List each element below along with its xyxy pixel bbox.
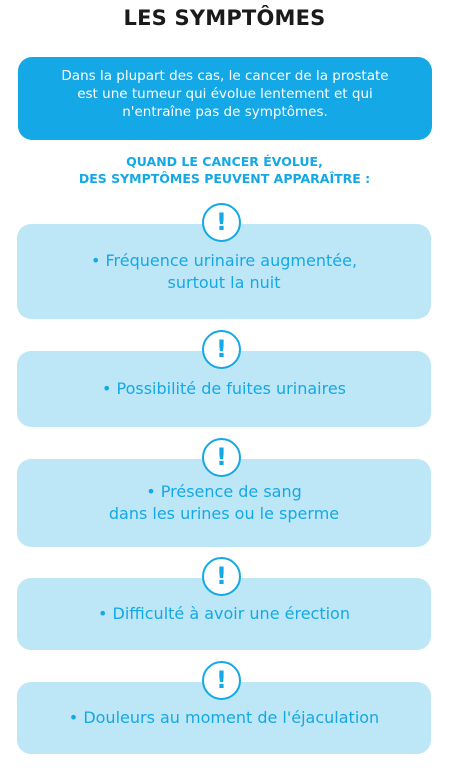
- exclamation-icon: !: [202, 438, 241, 477]
- symptom-line: dans les urines ou le sperme: [108, 504, 340, 523]
- symptom-line: • Possibilité de fuites urinaires: [101, 379, 346, 398]
- symptom-line: • Douleurs au moment de l'éjaculation: [68, 708, 380, 727]
- symptom-line: • Présence de sang: [146, 482, 302, 501]
- exclamation-icon: !: [202, 557, 241, 596]
- subheading-line: QUAND LE CANCER ÉVOLUE,: [126, 154, 323, 169]
- symptom-line: • Difficulté à avoir une érection: [98, 604, 350, 623]
- intro-line: est une tumeur qui évolue lentement et qui: [77, 86, 373, 102]
- intro-box: [18, 57, 432, 140]
- symptoms-subheading: [0, 153, 449, 187]
- symptom-line: • Fréquence urinaire augmentée,: [90, 250, 358, 270]
- exclamation-icon: !: [202, 203, 241, 242]
- exclamation-icon: !: [202, 330, 241, 369]
- intro-line: n'entraîne pas de symptômes.: [122, 104, 328, 120]
- exclamation-icon: !: [202, 661, 241, 700]
- symptom-line: surtout la nuit: [167, 272, 281, 292]
- subheading-line: DES SYMPTÔMES PEUVENT APPARAÎTRE :: [78, 171, 371, 186]
- page-title: LES SYMPTÔMES: [123, 6, 326, 30]
- intro-line: Dans la plupart des cas, le cancer de la prostate: [61, 68, 389, 84]
